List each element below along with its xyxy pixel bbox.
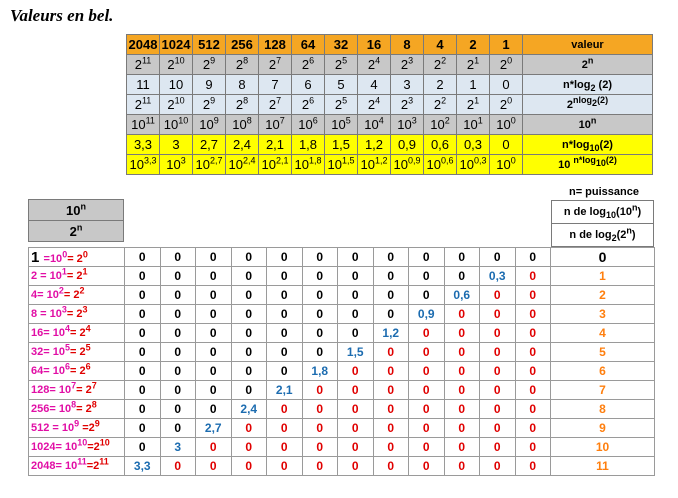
grid-cell: 0 (267, 438, 303, 457)
table-cell: 10$^{1,2}$ (358, 155, 391, 175)
table-cell: $2^0$ (490, 95, 523, 115)
grid-cell: 0 (444, 419, 480, 438)
grid-cell: 0 (444, 248, 480, 267)
grid-cell: 0 (231, 343, 267, 362)
table-cell: 2,7 (193, 135, 226, 155)
grid-cell: 0 (409, 419, 445, 438)
grid-cell: 0 (196, 438, 232, 457)
row-pow10 (127, 115, 653, 135)
table-cell: 7 (259, 75, 292, 95)
table-row (29, 400, 655, 419)
grid-cell: 0 (196, 305, 232, 324)
grid-cell: 0 (267, 400, 303, 419)
grid-cell: 0 (338, 248, 374, 267)
grid-cell: 0 (196, 457, 232, 476)
table-cell: 0 (490, 135, 523, 155)
grid-cell: 0 (373, 457, 409, 476)
grid-cell: 0 (125, 267, 161, 286)
grid-cell: 0 (444, 362, 480, 381)
grid-cell: 2,7 (196, 419, 232, 438)
grid-cell: 0 (267, 419, 303, 438)
table-cell: 10$^{3,3}$ (127, 155, 160, 175)
grid-cell: 0 (125, 343, 161, 362)
grid-cell: 0 (409, 381, 445, 400)
table-cell: 4 (424, 35, 457, 55)
side-label-table (551, 200, 654, 247)
grid-cell: 0 (373, 248, 409, 267)
grid-cell: 1,2 (373, 324, 409, 343)
power-n-cell: 5 (551, 343, 655, 362)
table-cell: $2^1$ (457, 95, 490, 115)
grid-cell: 0 (444, 305, 480, 324)
grid-cell: 0 (196, 248, 232, 267)
table-cell: 2 (457, 35, 490, 55)
grid-cell: 0 (231, 381, 267, 400)
table-cell: $2^3$ (391, 95, 424, 115)
grid-cell: 3 (160, 438, 196, 457)
grid-cell: 0 (196, 286, 232, 305)
power-n-cell: 8 (551, 400, 655, 419)
grid-cell: 0 (515, 419, 551, 438)
row-label: $2048= 10^{11}=2^{11}$ (29, 457, 125, 476)
grid-cell: 0 (267, 343, 303, 362)
grid-cell: 0 (196, 343, 232, 362)
table-cell: 6 (292, 75, 325, 95)
row-pow2 (127, 55, 653, 75)
grid-cell: 0 (480, 457, 516, 476)
row-values (127, 35, 653, 55)
log10-label: n de $\log_{10}(10^n)$ (552, 201, 654, 224)
grid-cell: 0 (302, 343, 338, 362)
table-cell: 9 (193, 75, 226, 95)
table-cell: 1024 (160, 35, 193, 55)
grid-cell: 0 (409, 362, 445, 381)
table-cell: 64 (292, 35, 325, 55)
row-label: $4= 10^2= 2^2$ (29, 286, 125, 305)
grid-cell: 0 (160, 362, 196, 381)
grid-cell: 0 (409, 438, 445, 457)
grid-cell: 0 (267, 267, 303, 286)
grid-cell: 0 (338, 362, 374, 381)
grid-cell: 0 (125, 419, 161, 438)
grid-cell: 0 (373, 419, 409, 438)
grid-cell: 0 (480, 381, 516, 400)
table-row (29, 324, 655, 343)
table-cell: $2^6$ (292, 55, 325, 75)
grid-cell: 0 (515, 400, 551, 419)
grid-cell: 0 (302, 305, 338, 324)
row-label: 2$^n$ (523, 55, 653, 75)
grid-cell: 0 (267, 248, 303, 267)
grid-cell: 0 (409, 267, 445, 286)
grid-cell: 0 (302, 248, 338, 267)
table-cell: $2^4$ (358, 55, 391, 75)
grid-cell: 1,5 (338, 343, 374, 362)
grid-cell: 0 (338, 438, 374, 457)
grid-cell: 0 (160, 324, 196, 343)
row-label: $16= 10^4= 2^4$ (29, 324, 125, 343)
power-n-cell: 2 (551, 286, 655, 305)
row-pow2nlog (127, 95, 653, 115)
table-cell: 3 (160, 135, 193, 155)
table-row (29, 381, 655, 400)
table-cell: 1,2 (358, 135, 391, 155)
grid-cell: 0 (231, 248, 267, 267)
table-cell: 128 (259, 35, 292, 55)
power-n-cell: 4 (551, 324, 655, 343)
header-2n: 2$^n$ (29, 221, 124, 242)
power-grid-table (28, 247, 655, 476)
table-cell: $2^7$ (259, 55, 292, 75)
grid-cell: 0 (515, 438, 551, 457)
power-n-cell: 7 (551, 381, 655, 400)
grid-cell: 0 (409, 286, 445, 305)
grid-cell: 0 (515, 305, 551, 324)
grid-cell: 0 (231, 267, 267, 286)
grid-cell: 2,4 (231, 400, 267, 419)
row-label: $n*\log_2$ (2) (523, 75, 653, 95)
table-cell: $2^2$ (424, 55, 457, 75)
grid-cell: 0 (267, 362, 303, 381)
table-cell: $2^2$ (424, 95, 457, 115)
grid-cell: 0,6 (444, 286, 480, 305)
table-row (29, 286, 655, 305)
table-cell: $10^2$ (424, 115, 457, 135)
table-cell: 10$^{2,1}$ (259, 155, 292, 175)
row-label: valeur (523, 35, 653, 55)
row-nlog2 (127, 75, 653, 95)
table-cell: 32 (325, 35, 358, 55)
grid-cell: 0 (231, 305, 267, 324)
grid-cell: 0 (515, 324, 551, 343)
table-cell: 10$^{0,9}$ (391, 155, 424, 175)
row-nlog10 (127, 135, 653, 155)
table-cell: $10^3$ (391, 115, 424, 135)
grid-cell: 0 (231, 324, 267, 343)
table-cell: $10^4$ (358, 115, 391, 135)
grid-cell: 0 (267, 457, 303, 476)
row-label: $512 = 10^9 =2^9$ (29, 419, 125, 438)
row-label: $64= 10^6= 2^6$ (29, 362, 125, 381)
table-cell: $10^6$ (292, 115, 325, 135)
table-cell: 16 (358, 35, 391, 55)
table-cell: $2^5$ (325, 55, 358, 75)
table-cell: $10^5$ (325, 115, 358, 135)
grid-cell: 0 (267, 286, 303, 305)
row-label: $8 = 10^3= 2^3$ (29, 305, 125, 324)
grid-cell: 0 (231, 438, 267, 457)
grid-cell: 0 (373, 343, 409, 362)
table-cell: $10^1$ (457, 115, 490, 135)
grid-cell: 0 (302, 419, 338, 438)
table-cell: 1,5 (325, 135, 358, 155)
grid-cell: 0 (515, 457, 551, 476)
table-cell: $2^{10}$ (160, 95, 193, 115)
table-cell: 2,4 (226, 135, 259, 155)
grid-cell: 0 (338, 286, 374, 305)
grid-cell: 0 (302, 438, 338, 457)
grid-cell: 2,1 (267, 381, 303, 400)
grid-cell: 0 (338, 419, 374, 438)
table-cell: $2^0$ (490, 55, 523, 75)
grid-cell: 0 (338, 267, 374, 286)
table-cell: $10^0$ (490, 155, 523, 175)
table-cell: 1,8 (292, 135, 325, 155)
grid-cell: 0 (444, 381, 480, 400)
grid-cell: 0 (302, 286, 338, 305)
grid-cell: 0 (480, 286, 516, 305)
table-cell: 3,3 (127, 135, 160, 155)
header-10n: 10$^n$ (29, 200, 124, 221)
grid-cell: 0 (302, 457, 338, 476)
grid-cell: 0 (515, 248, 551, 267)
row-label: $128= 10^7= 2^7$ (29, 381, 125, 400)
row-label: $256= 10^8= 2^8$ (29, 400, 125, 419)
table-cell: $10^{11}$ (127, 115, 160, 135)
grid-cell: 0 (409, 248, 445, 267)
grid-cell: 0 (338, 457, 374, 476)
grid-cell: 0 (231, 419, 267, 438)
grid-cell: 0 (480, 324, 516, 343)
grid-cell: 0 (480, 362, 516, 381)
grid-cell: 1,8 (302, 362, 338, 381)
grid-cell: 0 (160, 248, 196, 267)
grid-cell: 0 (160, 305, 196, 324)
grid-cell: 0 (338, 381, 374, 400)
table-cell: 1 (490, 35, 523, 55)
grid-cell: 0 (160, 457, 196, 476)
table-cell: 256 (226, 35, 259, 55)
table-cell: 10$^{1,8}$ (292, 155, 325, 175)
table-cell: 2 (424, 75, 457, 95)
table-row (29, 419, 655, 438)
grid-cell: 0 (409, 457, 445, 476)
table-row (29, 438, 655, 457)
grid-cell: 0 (444, 343, 480, 362)
grid-cell: 0 (302, 267, 338, 286)
grid-cell: 0 (373, 438, 409, 457)
table-row (29, 343, 655, 362)
table-cell: $2^1$ (457, 55, 490, 75)
grid-cell: 0 (409, 343, 445, 362)
grid-cell: 0 (480, 400, 516, 419)
grid-cell: 0 (373, 381, 409, 400)
table-row (29, 362, 655, 381)
grid-cell: 0 (480, 438, 516, 457)
grid-cell: 0 (196, 400, 232, 419)
table-cell: 2048 (127, 35, 160, 55)
log2-label: n de $\log_2(2^n)$ (552, 224, 654, 247)
table-cell: $2^7$ (259, 95, 292, 115)
grid-cell: 0 (444, 457, 480, 476)
grid-cell: 0 (125, 248, 161, 267)
grid-cell: 0 (373, 305, 409, 324)
grid-cell: 0 (480, 419, 516, 438)
grid-cell: 0 (196, 267, 232, 286)
table-cell: 512 (193, 35, 226, 55)
row-pow10nlog (127, 155, 653, 175)
grid-cell: 0 (125, 362, 161, 381)
table-cell: 10$^{1,5}$ (325, 155, 358, 175)
grid-cell: 0 (338, 305, 374, 324)
table-cell: $2^8$ (226, 55, 259, 75)
table-cell: $10^0$ (490, 115, 523, 135)
grid-cell: 0 (231, 286, 267, 305)
grid-cell: 0 (515, 267, 551, 286)
table-cell: 10$^{0,6}$ (424, 155, 457, 175)
table-cell: 3 (391, 75, 424, 95)
grid-cell: 0 (515, 362, 551, 381)
grid-cell: 0 (125, 324, 161, 343)
grid-cell: 0 (196, 324, 232, 343)
grid-cell: 0 (160, 381, 196, 400)
table-cell: $10^9$ (193, 115, 226, 135)
grid-cell: 0,9 (409, 305, 445, 324)
grid-cell: 0 (231, 457, 267, 476)
grid-cell: 0 (302, 400, 338, 419)
grid-cell: 0 (480, 305, 516, 324)
table-cell: $2^9$ (193, 55, 226, 75)
power-n-cell: 1 (551, 267, 655, 286)
page-title: Valeurs en bel. (10, 6, 114, 25)
grid-cell: 0 (409, 324, 445, 343)
table-cell: $10^8$ (226, 115, 259, 135)
grid-cell: 0 (515, 286, 551, 305)
table-row (29, 248, 655, 267)
table-row (29, 267, 655, 286)
table-cell: 4 (358, 75, 391, 95)
grid-cell: 0 (338, 400, 374, 419)
row-label: $1 =10^0= 2^0$ (29, 248, 125, 267)
table-cell: 10 (160, 75, 193, 95)
table-cell: 2,1 (259, 135, 292, 155)
table-cell: $2^{11}$ (127, 95, 160, 115)
table-cell: 8 (391, 35, 424, 55)
table-cell: $10^7$ (259, 115, 292, 135)
table-cell: $2^9$ (193, 95, 226, 115)
grid-cell: 0 (231, 362, 267, 381)
grid-cell: 0 (515, 381, 551, 400)
table-cell: 10$^{2,4}$ (226, 155, 259, 175)
table-cell: 1 (457, 75, 490, 95)
grid-cell: 0 (444, 267, 480, 286)
grid-cell: 0 (373, 267, 409, 286)
table-cell: 0,9 (391, 135, 424, 155)
grid-cell: 3,3 (125, 457, 161, 476)
grid-cell: 0 (160, 286, 196, 305)
power-n-cell: 0 (551, 248, 655, 267)
grid-cell: 0 (267, 305, 303, 324)
table-cell: 5 (325, 75, 358, 95)
power-n-cell: 11 (551, 457, 655, 476)
table-row (29, 457, 655, 476)
grid-cell: 0 (196, 362, 232, 381)
grid-cell: 0 (160, 267, 196, 286)
conversion-table (126, 34, 653, 175)
table-cell: 0,6 (424, 135, 457, 155)
grid-cell: 0 (302, 381, 338, 400)
power-n-cell: 6 (551, 362, 655, 381)
grid-cell: 0 (373, 362, 409, 381)
table-row (29, 305, 655, 324)
table-cell: $2^3$ (391, 55, 424, 75)
row-label: $1024= 10^{10}=2^{10}$ (29, 438, 125, 457)
grid-cell: 0 (125, 438, 161, 457)
grid-cell: 0 (160, 419, 196, 438)
row-label: $n*\log_{10}(2)$ (523, 135, 653, 155)
table-cell: 0,3 (457, 135, 490, 155)
grid-cell: 0 (125, 400, 161, 419)
grid-cell: 0 (444, 324, 480, 343)
table-cell: $2^4$ (358, 95, 391, 115)
row-label: $2^{nlog_2(2)}$ (523, 95, 653, 115)
table-cell: $2^6$ (292, 95, 325, 115)
grid-cell: 0 (160, 343, 196, 362)
grid-cell: 0 (409, 400, 445, 419)
grid-cell: 0 (125, 305, 161, 324)
power-n-cell: 3 (551, 305, 655, 324)
row-label: $2 = 10^1= 2^1$ (29, 267, 125, 286)
table-cell: $2^8$ (226, 95, 259, 115)
grid-cell: 0 (444, 400, 480, 419)
grid-cell: 0 (125, 381, 161, 400)
table-cell: $10^{10}$ (160, 115, 193, 135)
table-cell: 11 (127, 75, 160, 95)
grid-cell: 0 (515, 343, 551, 362)
table-cell: $2^{11}$ (127, 55, 160, 75)
table-cell: 10$^{0,3}$ (457, 155, 490, 175)
grid-cell: 0 (373, 400, 409, 419)
left-header-table (28, 199, 124, 242)
grid-cell: 0 (125, 286, 161, 305)
power-n-cell: 10 (551, 438, 655, 457)
grid-cell: 0 (338, 324, 374, 343)
grid-cell: 0 (480, 343, 516, 362)
grid-cell: 0 (196, 381, 232, 400)
table-cell: $2^5$ (325, 95, 358, 115)
row-label: $32= 10^5= 2^5$ (29, 343, 125, 362)
n-puissance-label: n= puissance (568, 186, 639, 198)
grid-cell: 0 (444, 438, 480, 457)
table-cell: 10$^{2,7}$ (193, 155, 226, 175)
grid-cell: 0 (480, 248, 516, 267)
power-n-cell: 9 (551, 419, 655, 438)
grid-cell: 0 (160, 400, 196, 419)
grid-cell: 0,3 (480, 267, 516, 286)
row-label: 10 $^{n*log_{10}(2)}$ (523, 155, 653, 175)
table-cell: $2^{10}$ (160, 55, 193, 75)
table-cell: 8 (226, 75, 259, 95)
table-cell: 0 (490, 75, 523, 95)
grid-cell: 0 (302, 324, 338, 343)
table-cell: $10^3$ (160, 155, 193, 175)
row-label: 10$^n$ (523, 115, 653, 135)
grid-cell: 0 (373, 286, 409, 305)
grid-cell: 0 (267, 324, 303, 343)
